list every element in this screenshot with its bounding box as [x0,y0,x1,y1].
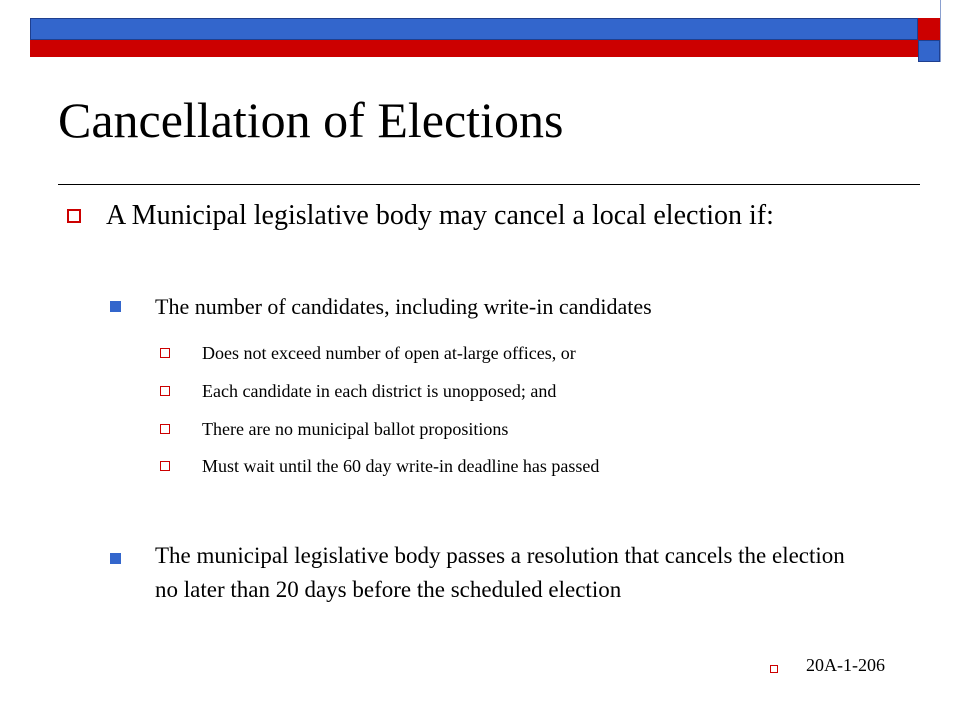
hollow-square-icon [160,424,170,434]
bullet-level3-text: There are no municipal ballot propositions [202,419,509,439]
title-underline [58,184,920,185]
filled-square-icon [110,553,121,564]
hollow-square-icon [67,209,81,223]
bullet-level3-text: Each candidate in each district is unopposed; and [202,381,557,401]
blue-corner-square [918,40,940,62]
reference-citation: 20A-1-206 [806,655,885,675]
red-corner-square [918,18,940,40]
bullet-level2-text: The number of candidates, including write-in candidates [155,294,652,319]
filled-square-icon [110,301,121,312]
corner-divider-line [940,0,941,62]
hollow-square-icon [160,386,170,396]
bullet-level1-text: A Municipal legislative body may cancel a local election if: [106,200,774,231]
hollow-square-icon [160,348,170,358]
bullet-level3-text: Does not exceed number of open at-large offices, or [202,343,576,363]
bullet-level2-text: The municipal legislative body passes a resolution that cancels the election no later than 20 days before the scheduled election [155,543,845,602]
slide-title: Cancellation of Elections [58,92,564,148]
blue-stripe [30,18,918,40]
top-decoration [0,0,960,60]
bullet-level3-text: Must wait until the 60 day write-in deadline has passed [202,456,600,476]
red-stripe [30,40,918,57]
hollow-square-icon [770,665,778,673]
hollow-square-icon [160,461,170,471]
